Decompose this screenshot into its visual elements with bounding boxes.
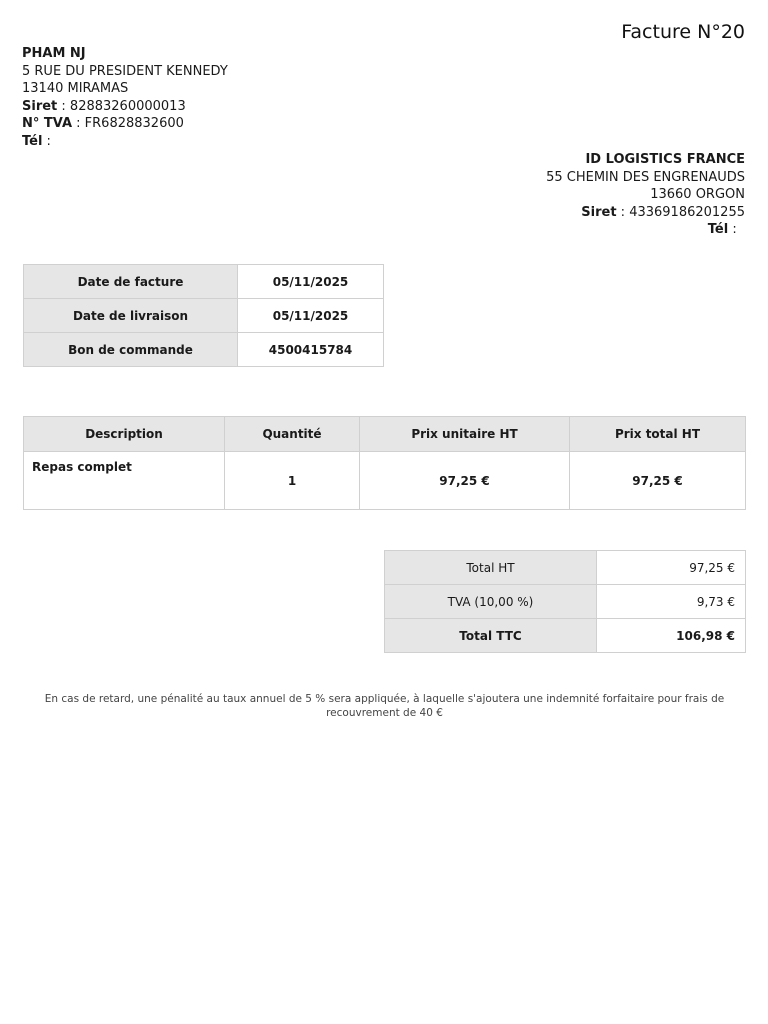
info-value-invoice-date: 05/11/2025 [238,265,384,299]
item-quantity: 1 [225,452,360,510]
table-row [24,265,384,299]
buyer-address-line1: 55 CHEMIN DES ENGRENAUDS [546,169,745,185]
buyer-tel: Tél : [707,222,741,237]
buyer-name: ID LOGISTICS FRANCE [585,152,745,167]
invoice-title: Facture N°20 [621,21,745,43]
info-label-invoice-date: Date de facture [24,265,238,299]
seller-siret-label: Siret [22,98,58,114]
seller-tel-label: Tél [22,133,43,149]
late-payment-note: En cas de retard, une pénalité au taux annuel de 5 % sera appliquée, à laquelle s'ajoutera une indemnité forfaitaire pour frais de recouvrement de 40 € [44,693,725,719]
tva-value: 9,73 € [597,585,746,619]
invoice-info-table [23,264,384,367]
total-ttc-value: 106,98 € [597,619,746,653]
buyer-siret-label: Siret [581,204,617,220]
total-ht-value: 97,25 € [597,551,746,585]
table-row [385,619,746,653]
seller-block [22,45,228,150]
buyer-tel-label: Tél [707,222,729,237]
header-description: Description [24,417,225,452]
header-unit-price: Prix unitaire HT [360,417,570,452]
buyer-siret: Siret : 43369186201255 [581,204,745,220]
seller-siret-value: 82883260000013 [69,98,186,114]
seller-siret: Siret : 82883260000013 [22,98,186,114]
seller-address-line1: 5 RUE DU PRESIDENT KENNEDY [22,63,228,79]
info-label-purchase-order: Bon de commande [24,333,238,367]
table-row [24,299,384,333]
table-row [385,551,746,585]
tva-label: TVA (10,00 %) [385,585,597,619]
seller-tva-label: N° TVA [22,116,73,131]
seller-address-line2: 13140 MIRAMAS [22,81,129,96]
buyer-block [546,151,745,239]
seller-tel: Tél : [22,133,51,149]
seller-tva: N° TVA : FR6828832600 [22,116,184,131]
total-ttc-label: Total TTC [385,619,597,653]
seller-tva-value: FR6828832600 [84,116,184,131]
totals-table [384,550,746,653]
table-row [24,333,384,367]
item-total-price: 97,25 € [570,452,746,510]
item-unit-price: 97,25 € [360,452,570,510]
table-row [24,452,746,510]
item-description: Repas complet [24,452,225,510]
header-quantity: Quantité [225,417,360,452]
seller-name: PHAM NJ [22,46,86,61]
buyer-address-line2: 13660 ORGON [650,187,745,202]
info-label-delivery-date: Date de livraison [24,299,238,333]
total-ht-label: Total HT [385,551,597,585]
buyer-siret-value: 43369186201255 [629,204,745,220]
header-total-price: Prix total HT [570,417,746,452]
items-header-row [24,417,746,452]
table-row [385,585,746,619]
info-value-delivery-date: 05/11/2025 [238,299,384,333]
info-value-purchase-order: 4500415784 [238,333,384,367]
items-table [23,416,746,510]
